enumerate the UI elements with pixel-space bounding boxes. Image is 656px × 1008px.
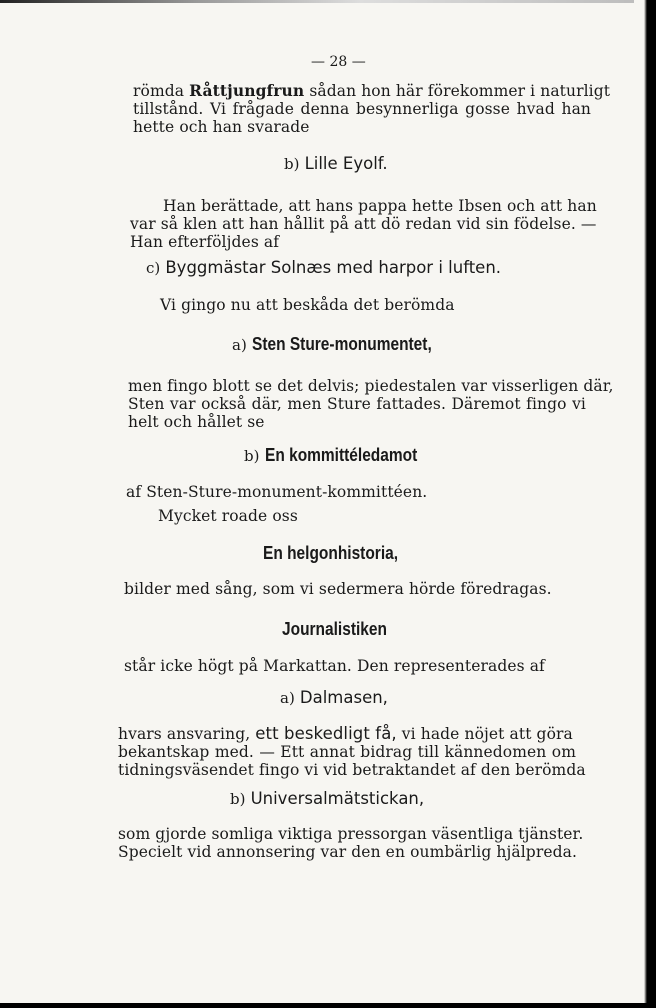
text-line: hette och han svarade bbox=[133, 118, 310, 136]
section-heading: En helgonhistoria, bbox=[263, 543, 399, 563]
text-line: som gjorde somliga viktiga pressorgan väsentliga tjänster. bbox=[118, 825, 584, 843]
text-line: tidningsväsendet fingo vi vid betraktandet af den berömda bbox=[118, 761, 586, 779]
text-line: Sten var också där, men Sture fattades. Däremot fingo vi bbox=[128, 395, 586, 413]
emphasis-phrase: ett beskedligt få, bbox=[255, 724, 397, 743]
section-heading: b) Lille Eyolf. bbox=[284, 154, 388, 173]
text-line: af Sten-Sture-monument-kommittéen. bbox=[126, 483, 428, 501]
text-line: römda Råttjungfrun sådan hon här förekommer i naturligt bbox=[133, 81, 611, 100]
text-line: bilder med sång, som vi sedermera hörde föredragas. bbox=[124, 580, 552, 598]
text-line: men fingo blott se det delvis; piedestalen var visserligen där, bbox=[128, 377, 614, 395]
text-line: Vi gingo nu att beskåda det berömda bbox=[160, 296, 455, 314]
page-top-edge bbox=[0, 0, 656, 3]
bold-term: Råttjungfrun bbox=[189, 81, 305, 100]
section-heading: c) Byggmästar Solnæs med harpor i luften. bbox=[146, 258, 502, 277]
text-line: Mycket roade oss bbox=[158, 507, 298, 525]
section-heading: a) Dalmasen, bbox=[280, 688, 388, 707]
text-line: står icke högt på Markattan. Den representerades af bbox=[124, 657, 545, 675]
text-line: helt och hållet se bbox=[128, 413, 265, 431]
section-heading: b) En kommittéledamot bbox=[244, 445, 417, 465]
section-heading: b) Universalmätstickan, bbox=[230, 789, 425, 808]
text-line: Specielt vid annonsering var den en oumbärlig hjälpreda. bbox=[118, 843, 577, 861]
text-line: hvars ansvaring, ett beskedligt få, vi hade nöjet att göra bbox=[118, 724, 573, 743]
text-line: tillstånd. Vi frågade denna besynnerliga gosse hvad han bbox=[133, 100, 591, 118]
text-line: Han efterföljdes af bbox=[130, 233, 280, 251]
page-binding-edge bbox=[634, 0, 656, 1008]
page-number: — 28 — bbox=[311, 54, 366, 70]
page-bottom-edge bbox=[0, 1003, 656, 1008]
text-line: var så klen att han hållit på att dö redan vid sin födelse. — bbox=[130, 215, 597, 233]
section-heading: a) Sten Sture-monumentet, bbox=[232, 334, 432, 354]
text-line: bekantskap med. — Ett annat bidrag till kännedomen om bbox=[118, 743, 576, 761]
text-line: Han berättade, att hans pappa hette Ibsen och att han bbox=[163, 197, 597, 215]
section-heading: Journalistiken bbox=[282, 619, 387, 639]
